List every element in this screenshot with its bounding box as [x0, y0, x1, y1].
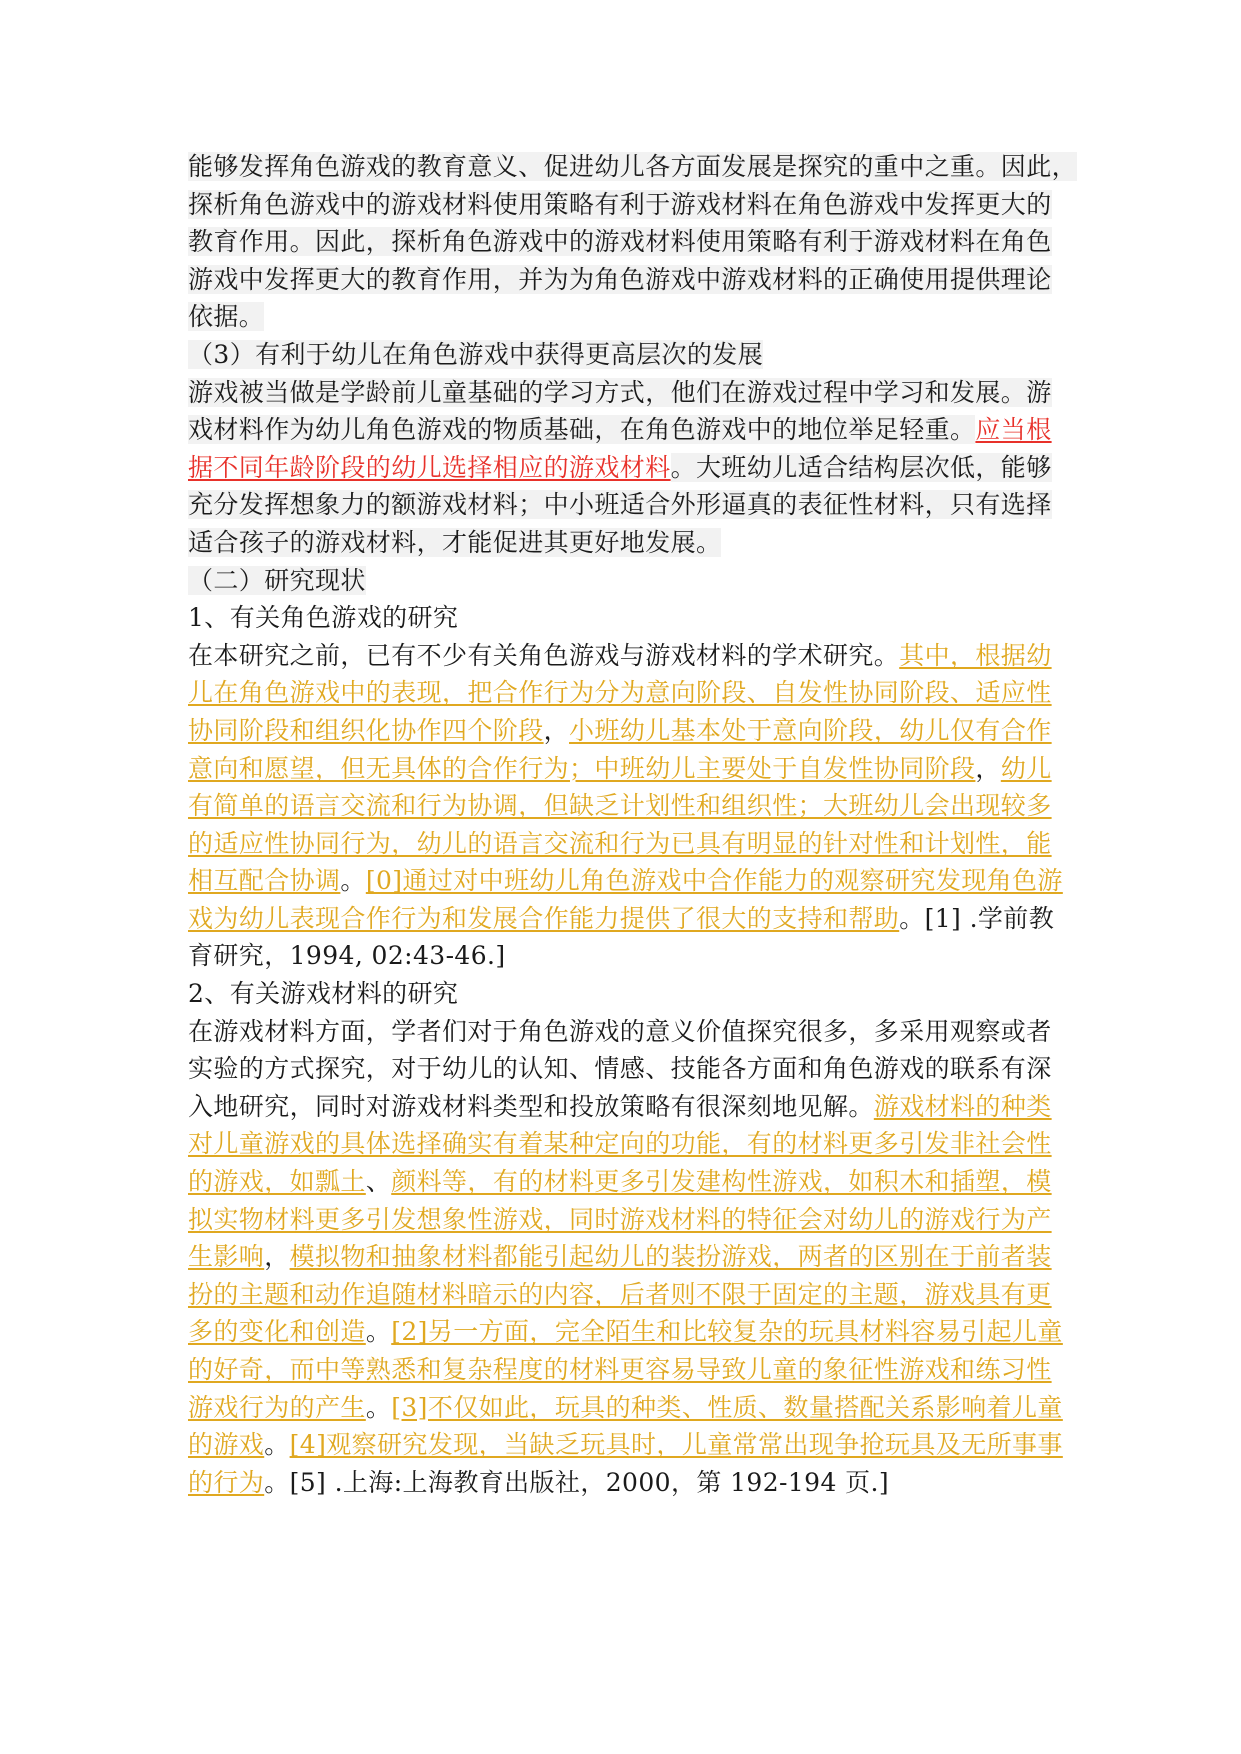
text-line	[188, 524, 1068, 562]
body-text: 1、有关角色游戏的研究	[188, 603, 459, 633]
body-text: 充分发挥想象力的额游戏材料；中小班适合外形逼真的表征性材料，只有选择	[188, 490, 1052, 520]
comment-link-text[interactable]: [2]另一方面，完全陌生和比较复杂的玩具材料容易引起儿童	[391, 1317, 1063, 1347]
comment-link-text[interactable]: 的行为	[188, 1467, 265, 1497]
text-line	[188, 1013, 1068, 1051]
body-text: （二）研究现状	[188, 565, 366, 595]
comment-link-text[interactable]: 协同阶段和组织化协作四个阶段	[188, 715, 544, 745]
comment-link-text[interactable]: 颜料等，有的材料更多引发建构性游戏，如积木和插塑，模	[391, 1167, 1052, 1197]
comment-link-text[interactable]: 儿在角色游戏中的表现，把合作行为分为意向阶段、自发性协同阶段、适应性	[188, 678, 1052, 708]
text-line	[188, 1125, 1068, 1163]
body-text: 游戏被当做是学龄前儿童基础的学习方式，他们在游戏过程中学习和发展。游	[188, 377, 1052, 407]
comment-link-text[interactable]: 游戏行为的产生	[188, 1392, 366, 1422]
body-text: 。[5] .上海:上海教育出版社，2000，第 192-194 页.]	[264, 1467, 890, 1497]
comment-link-text[interactable]: 据不同年龄阶段的幼儿选择相应的游戏材料	[188, 452, 671, 482]
body-text: 。	[365, 1317, 392, 1347]
comment-link-text[interactable]: 应当根	[975, 415, 1052, 445]
body-text: 探析角色游戏中的游戏材料使用策略有利于游戏材料在角色游戏中发挥更大的	[188, 189, 1052, 219]
body-text: ，	[975, 753, 1001, 783]
text-line	[188, 787, 1068, 825]
text-line	[188, 674, 1068, 712]
comment-link-text[interactable]: 有简单的语言交流和行为协调，但缺乏计划性和组织性；大班幼儿会出现较多	[188, 791, 1052, 821]
text-line	[188, 862, 1068, 900]
body-text: ，	[543, 715, 570, 745]
text-line	[188, 1088, 1068, 1126]
body-text: 能够发挥角色游戏的教育意义、促进幼儿各方面发展是探究的重中之重。因此，	[188, 152, 1078, 181]
body-text: 教育作用。因此，探析角色游戏中的游戏材料使用策略有利于游戏材料在角色	[188, 227, 1052, 257]
text-line	[188, 148, 1078, 186]
comment-link-text[interactable]: [4]观察研究发现，当缺乏玩具时，儿童常常出现争抢玩具及无所事事	[289, 1430, 1063, 1460]
text-line	[188, 1276, 1068, 1314]
comment-link-text[interactable]: 幼儿	[1000, 753, 1052, 783]
text-line	[188, 637, 1068, 675]
comment-link-text[interactable]: 扮的主题和动作追随材料暗示的内容，后者则不限于固定的主题，游戏具有更	[188, 1279, 1052, 1309]
comment-link-text[interactable]: 意向和愿望，但无具体的合作行为；中班幼儿主要处于自发性协同阶段	[188, 753, 976, 783]
text-line	[188, 937, 1068, 975]
comment-link-text[interactable]: [0]通过对中班幼儿角色游戏中合作能力的观察研究发现角色游	[365, 866, 1063, 896]
text-line	[188, 486, 1068, 524]
text-line	[188, 223, 1068, 261]
comment-link-text[interactable]: 的适应性协同行为，幼儿的语言交流和行为已具有明显的针对性和计划性，能	[188, 828, 1052, 858]
text-line	[188, 1426, 1068, 1464]
body-text: 。[1] .学前教	[899, 903, 1055, 933]
body-text: 。	[340, 866, 366, 896]
text-line	[188, 599, 1068, 637]
text-line	[188, 975, 1068, 1013]
comment-link-text[interactable]: 小班幼儿基本处于意向阶段，幼儿仅有合作	[569, 715, 1052, 745]
text-line	[188, 562, 1068, 600]
comment-link-text[interactable]: 生影响	[188, 1242, 265, 1272]
body-text: 育研究，1994, 02:43-46.]	[188, 941, 506, 971]
document-page	[188, 148, 1078, 1501]
comment-link-text[interactable]: 拟实物材料更多引发想象性游戏，同时游戏材料的特征会对幼儿的游戏行为产	[188, 1204, 1052, 1234]
body-text: 。	[365, 1392, 392, 1422]
text-line	[188, 1238, 1068, 1276]
body-text: ，	[264, 1242, 290, 1272]
comment-link-text[interactable]: [3]不仅如此，玩具的种类、性质、数量搭配关系影响着儿童	[391, 1392, 1063, 1422]
comment-link-text[interactable]: 戏为幼儿表现合作行为和发展合作能力提供了很大的支持和帮助	[188, 903, 900, 933]
comment-link-text[interactable]: 的游戏	[188, 1430, 265, 1460]
comment-link-text[interactable]: 游戏材料的种类	[873, 1091, 1052, 1121]
text-line	[188, 374, 1068, 412]
comment-link-text[interactable]: 其中，根据幼	[899, 640, 1052, 670]
comment-link-text[interactable]: 对儿童游戏的具体选择确实有着某种定向的功能，有的材料更多引发非社会性	[188, 1129, 1052, 1159]
body-text: 入地研究，同时对游戏材料类型和投放策略有很深刻地见解。	[188, 1091, 874, 1121]
comment-link-text[interactable]: 的游戏，如瓢土	[188, 1167, 366, 1197]
comment-link-text[interactable]: 的好奇，而中等熟悉和复杂程度的材料更容易导致儿童的象征性游戏和练习性	[188, 1355, 1052, 1384]
text-line	[188, 1050, 1068, 1088]
text-line	[188, 1163, 1068, 1201]
body-text: （3）有利于幼儿在角色游戏中获得更高层次的发展	[188, 339, 764, 369]
text-line	[188, 712, 1068, 750]
text-line	[188, 261, 1068, 299]
body-text: 。大班幼儿适合结构层次低，能够	[670, 452, 1052, 482]
text-line	[188, 1464, 1068, 1502]
text-line	[188, 1201, 1068, 1239]
body-text: 、	[365, 1167, 392, 1197]
text-line	[188, 1389, 1068, 1427]
text-line	[188, 298, 1068, 336]
body-text: 依据。	[188, 302, 265, 332]
text-line	[188, 336, 1068, 374]
body-text: 2、有关游戏材料的研究	[188, 979, 459, 1009]
text-line	[188, 449, 1068, 487]
body-text: 在游戏材料方面，学者们对于角色游戏的意义价值探究很多，多采用观察或者	[188, 1016, 1052, 1046]
text-line	[188, 1313, 1068, 1351]
body-text: 实验的方式探究，对于幼儿的认知、情感、技能各方面和角色游戏的联系有深	[188, 1054, 1052, 1084]
comment-link-text[interactable]: 模拟物和抽象材料都能引起幼儿的装扮游戏，两者的区别在于前者装	[289, 1242, 1052, 1272]
body-text: 适合孩子的游戏材料，才能促进其更好地发展。	[188, 527, 722, 557]
text-line	[188, 1351, 1068, 1389]
text-line	[188, 900, 1068, 938]
text-line	[188, 825, 1068, 863]
text-line	[188, 411, 1068, 449]
body-text: 游戏中发挥更大的教育作用，并为为角色游戏中游戏材料的正确使用提供理论	[188, 264, 1052, 294]
body-text: 在本研究之前，已有不少有关角色游戏与游戏材料的学术研究。	[188, 640, 900, 670]
comment-link-text[interactable]: 相互配合协调	[188, 866, 341, 896]
comment-link-text[interactable]: 多的变化和创造	[188, 1317, 366, 1347]
body-text: 戏材料作为幼儿角色游戏的物质基础，在角色游戏中的地位举足轻重。	[188, 415, 976, 445]
text-line	[188, 750, 1068, 788]
body-text: 。	[264, 1430, 290, 1460]
text-line	[188, 186, 1068, 224]
